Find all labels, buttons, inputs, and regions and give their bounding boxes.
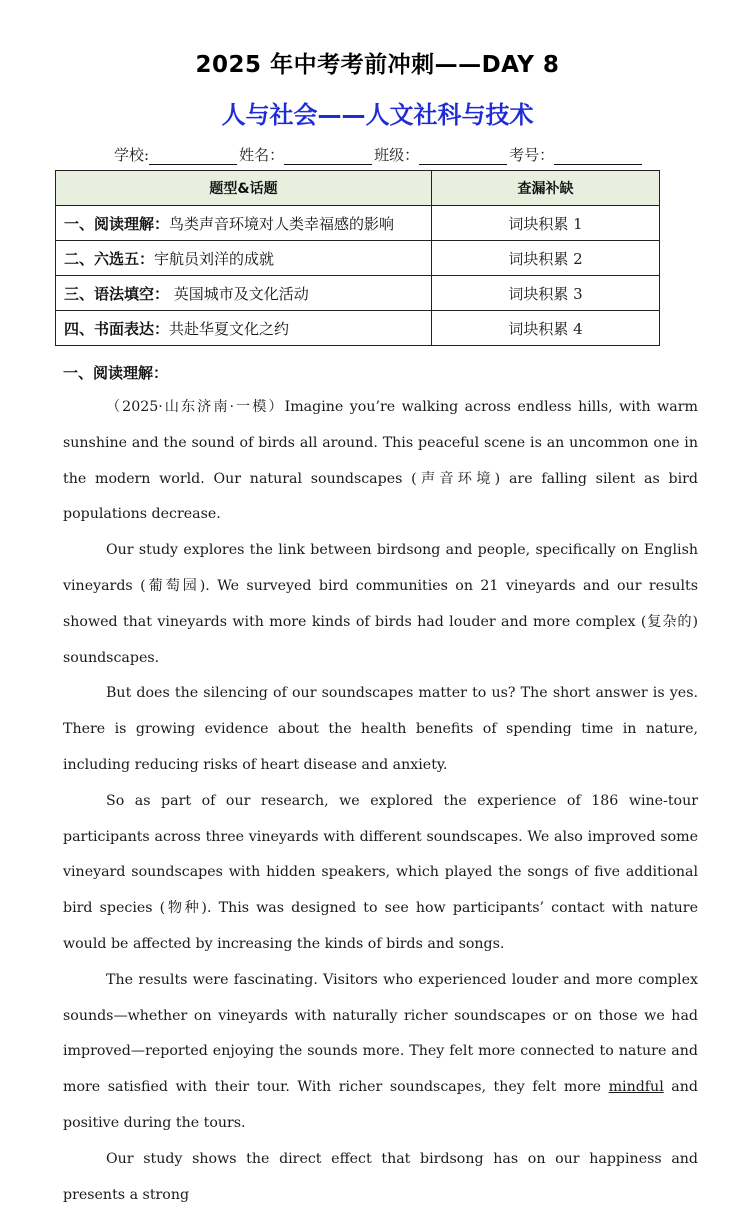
section-heading: 一、阅读理解： xyxy=(63,364,169,382)
table-cell-topic xyxy=(56,276,432,311)
class-field[interactable] xyxy=(419,147,507,165)
table-cell-review: 词块积累 2 xyxy=(432,241,660,276)
passage-paragraph: Our study explores the link between birdsong and people, specifically on English vineyards (葡萄园). We surveyed bird communities on 21 vineyards and our results showed that vineyards with more kinds of birds had louder and more complex (复杂的) soundscapes. xyxy=(63,542,698,666)
table-cell-topic xyxy=(56,241,432,276)
school-field[interactable] xyxy=(149,147,237,165)
student-info-line xyxy=(114,144,644,165)
table-cell-review: 词块积累 3 xyxy=(432,276,660,311)
table-row xyxy=(56,206,660,241)
table-header-row xyxy=(56,171,660,206)
name-label: 姓名： xyxy=(239,146,285,164)
table-row xyxy=(56,276,660,311)
question-type: 一、阅读理解： xyxy=(64,214,170,233)
question-type: 三、语法填空： xyxy=(64,284,170,303)
question-type: 二、六选五： xyxy=(64,249,155,268)
class-label: 班级： xyxy=(374,146,420,164)
table-cell-topic xyxy=(56,206,432,241)
table-header-topic: 题型&话题 xyxy=(56,171,432,206)
table-cell-review: 词块积累 4 xyxy=(432,311,660,346)
question-topic: 共赴华夏文化之约 xyxy=(169,319,290,338)
name-field[interactable] xyxy=(284,147,372,165)
question-topic: 英国城市及文化活动 xyxy=(169,284,309,303)
passage-paragraph: So as part of our research, we explored the experience of 186 wine-tour participants across three vineyards with different soundscapes. We also improved some vineyard soundscapes with hidden speakers, which played the songs of five additional bird species (物种). This was designed to see how participants’ contact with nature would be affected by increasing the kinds of birds and songs. xyxy=(63,792,698,952)
number-label: 考号： xyxy=(509,146,555,164)
question-type: 四、书面表达： xyxy=(64,319,170,338)
topics-table xyxy=(55,170,660,346)
table-header-review: 查漏补缺 xyxy=(432,171,660,206)
table-cell-topic xyxy=(56,311,432,346)
school-label: 学校: xyxy=(114,146,150,164)
passage-paragraph: But does the silencing of our soundscapes matter to us? The short answer is yes. There is growing evidence about the health benefits of spending time in nature, including reducing risks of heart disease and anxiety. xyxy=(63,685,698,773)
page-subtitle: 人与社会——人文社科与技术 xyxy=(221,101,534,129)
paragraph-text: The results were fascinating. Visitors who experienced louder and more complex sounds—whether on vineyards with naturally richer soundscapes or on those we had improved—reported enjoying the sounds more. They felt more connected to nature and more satisfied with their tour. With richer soundscapes, they felt more xyxy=(63,971,698,1096)
page-title: 2025 年中考考前冲刺——DAY 8 xyxy=(195,52,560,78)
paragraph-text: and positive during the tours. xyxy=(63,1079,698,1131)
table-row xyxy=(56,311,660,346)
passage-paragraph: （2025·山东济南·一模）Imagine you’re walking across endless hills, with warm sunshine and the sound of birds all around. This peaceful scene is an uncommon one in the modern world. Our natural soundscapes (声音环境) are falling silent as bird populations decrease. xyxy=(63,399,698,523)
passage-paragraph: Our study shows the direct effect that birdsong has on our happiness and presents a strong xyxy=(63,1150,698,1203)
question-topic: 鸟类声音环境对人类幸福感的影响 xyxy=(169,214,395,233)
number-field[interactable] xyxy=(554,147,642,165)
passage-paragraph xyxy=(63,963,698,1142)
reading-passage xyxy=(63,390,698,1213)
question-topic: 宇航员刘洋的成就 xyxy=(154,249,275,268)
table-cell-review: 词块积累 1 xyxy=(432,206,660,241)
table-row xyxy=(56,241,660,276)
underlined-word: mindful xyxy=(608,1079,664,1096)
